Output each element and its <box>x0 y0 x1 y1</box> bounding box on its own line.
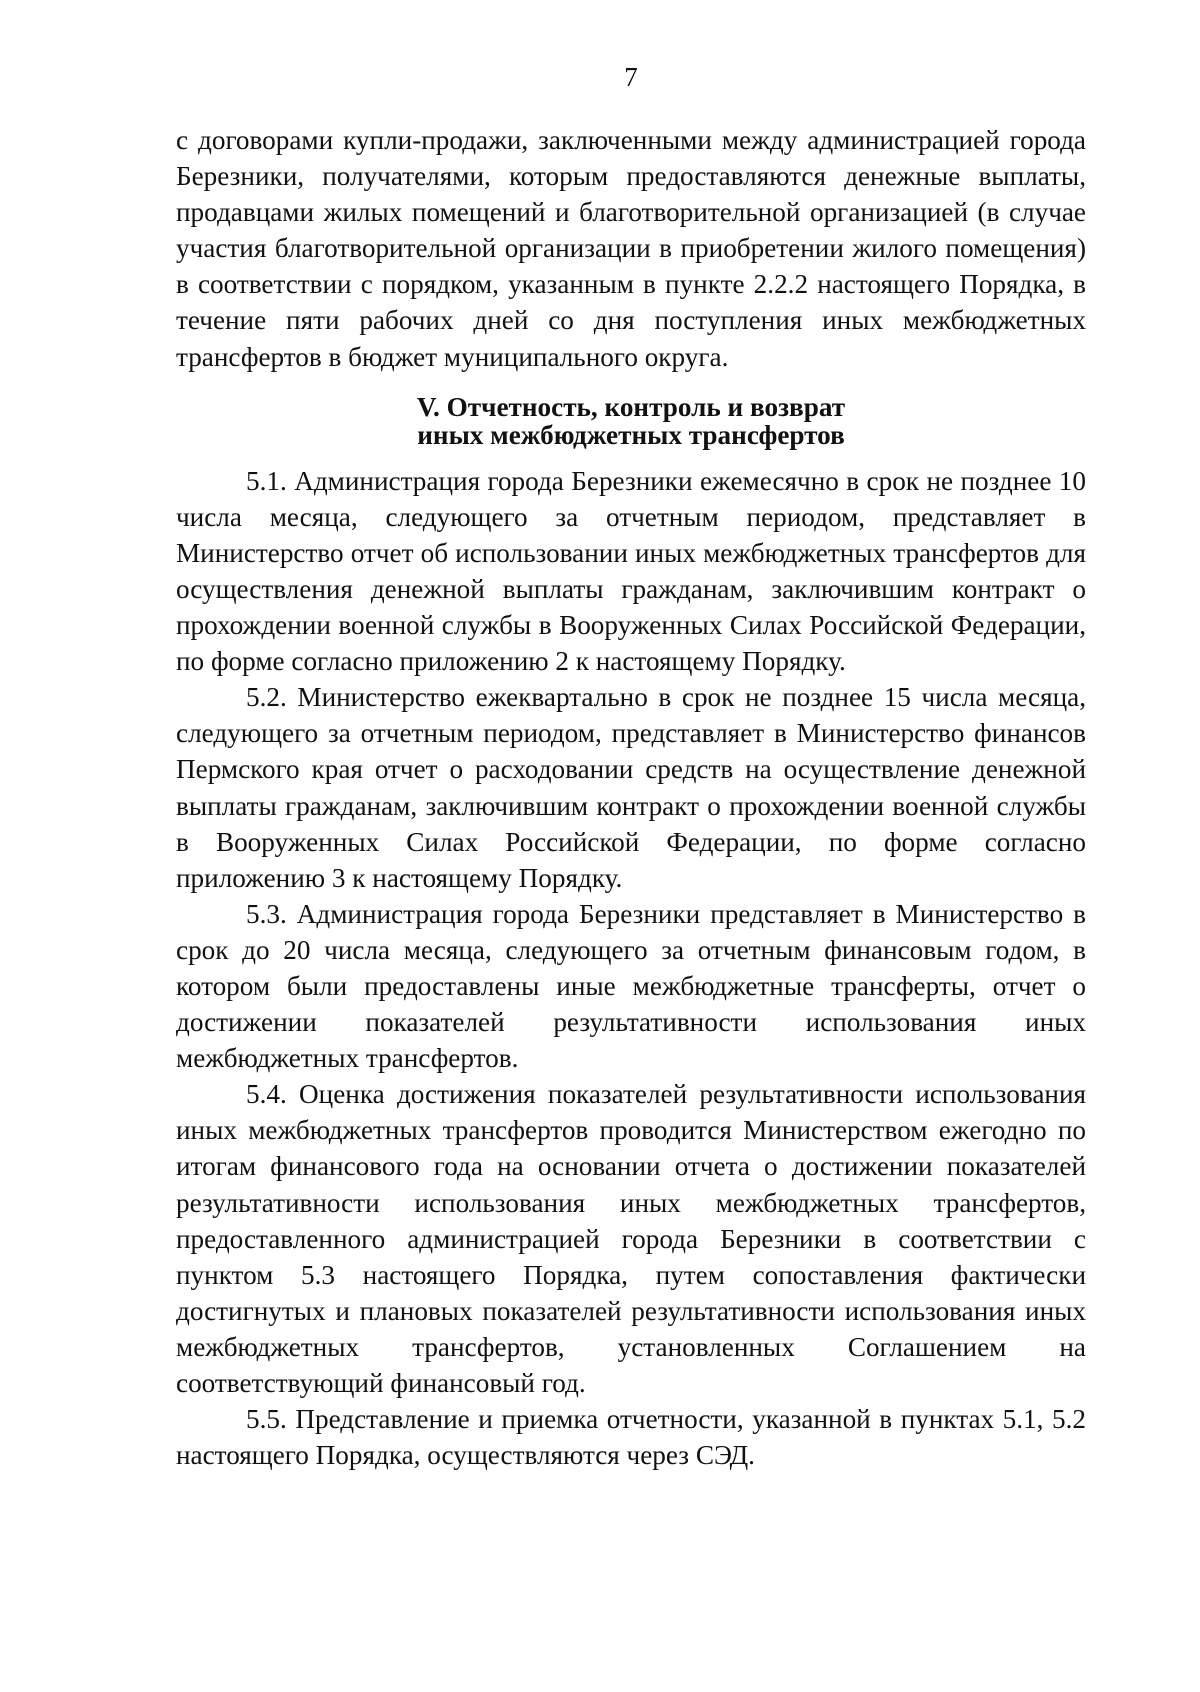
section-heading-line-1: V. Отчетность, контроль и возврат <box>416 391 846 422</box>
paragraph-5-3: 5.3. Администрация города Березники представляет в Министерство в срок до 20 числа месяца, следующего за отчетным финансовым годом, в котором были предоставлены иные межбюджетные трансферты, отчет о достижении показателей результативности использования иных межбюджетных трансфертов. <box>176 898 1086 1074</box>
document-body <box>176 122 1086 1473</box>
paragraph-5-5: 5.5. Представление и приемка отчетности, указанной в пунктах 5.1, 5.2 настоящего Порядка, осуществляются через СЭД. <box>176 1404 1086 1471</box>
intro-paragraph: с договорами купли-продажи, заключенными между администрацией города Березники, получателями, которым предоставляются денежные выплаты, продавцами жилых помещений и благотворительной организацией (в случае участия благотворительной организации в приобретении жилого помещения) в соответствии с порядком, указанным в пункте 2.2.2 настоящего Порядка, в течение пяти рабочих дней со дня поступления иных межбюджетных трансфертов в бюджет муниципального округа. <box>176 125 1086 372</box>
paragraph-5-1: 5.1. Администрация города Березники ежемесячно в срок не позднее 10 числа месяца, следующего за отчетным периодом, представляет в Министерство отчет об использовании иных межбюджетных трансфертов для осуществления денежной выплаты гражданам, заключившим контракт о прохождении военной службы в Вооруженных Силах Российской Федерации, по форме согласно приложению 2 к настоящему Порядку. <box>176 465 1086 677</box>
paragraph-5-4: 5.4. Оценка достижения показателей результативности использования иных межбюджетных трансфертов проводится Министерством ежегодно по итогам финансового года на основании отчета о достижении показателей результативности использования иных межбюджетных трансфертов, предоставленного администрацией города Березники в соответствии с пунктом 5.3 настоящего Порядка, путем сопоставления фактически достигнутых и плановых показателей результативности использования иных межбюджетных трансфертов, установленных Соглашением на соответствующий финансовый год. <box>176 1079 1086 1398</box>
page-number: 7 <box>624 62 638 92</box>
section-heading <box>176 393 1086 449</box>
paragraph-5-2: 5.2. Министерство ежеквартально в срок не позднее 15 числа месяца, следующего за отчетным периодом, представляет в Министерство финансов Пермского края отчет о расходовании средств на осуществление денежной выплаты гражданам, заключившим контракт о прохождении военной службы в Вооруженных Силах Российской Федерации, по форме согласно приложению 3 к настоящему Порядку. <box>176 682 1086 893</box>
section-heading-line-2: иных межбюджетных трансфертов <box>417 419 845 450</box>
